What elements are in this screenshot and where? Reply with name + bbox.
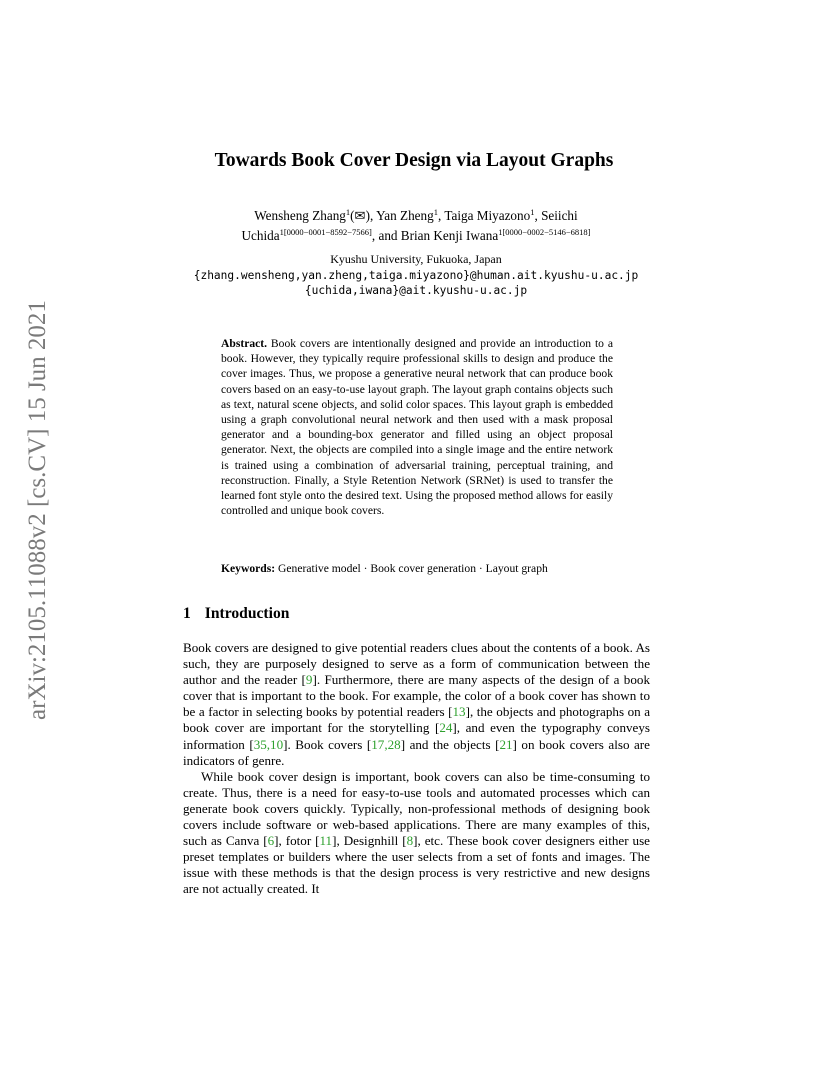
mail-icon: (✉): [350, 208, 370, 223]
paragraph: [183, 640, 650, 769]
text-run: ] on book covers also are indicators of genre.: [183, 736, 650, 768]
arxiv-identifier: arXiv:2105.11088v2 [cs.CV] 15 Jun 2021: [24, 300, 51, 720]
citation-link[interactable]: 21: [499, 736, 513, 752]
text-run: ], etc. These book cover designers either use preset templates or builders where the user selects from a set of fonts and images. The issue with these methods is that the design process is very restrictive and new designs are not actually created. It: [183, 833, 650, 897]
keywords-text: Generative model · Book cover generation · Layout graph: [275, 562, 548, 575]
text-run: ] and the objects [: [400, 736, 500, 752]
author-text: , Taiga Miyazono: [437, 208, 531, 223]
email-line[interactable]: {uchida,iwana}@ait.kyushu-u.ac.jp: [304, 284, 528, 297]
author-list: [200, 204, 632, 244]
author-text: , Yan Zheng: [369, 208, 434, 223]
citation-link[interactable]: 8: [406, 833, 414, 849]
abstract-text: Book covers are intentionally designed and provide an introduction to a book. However, they typically require professional skills to design and produce the cover images. Thus, we propose a generative neural network that can produce book covers based on an easy-to-use layout graph. The layout graph contains objects such as text, natural scene objects, and solid color spaces. This layout graph is embedded using a graph convolutional neural network and then used with a mask proposal generator and a bounding-box generator and filled using an object proposal generator. Next, the objects are compiled into a single image and the entire network is trained using a combination of adversarial training, perceptual training, and reconstruction. Finally, a Style Retention Network (SRNet) is used to transfer the learned font style onto the desired text. Using the proposed method allows for easily controlled and unique book covers.: [221, 337, 613, 518]
email-line[interactable]: {zhang.wensheng,yan.zheng,taiga.miyazono}@human.ait.kyushu-u.ac.jp: [193, 268, 639, 282]
author-text: Wensheng Zhang: [254, 208, 346, 223]
text-run: While book cover design is important, book covers can also be time-consuming to create. Thus, there is a need for easy-to-use tools and automated processes which can generate book covers quickly. Typically, non-professional methods of designing book covers include software or web-based applications. There are many examples of this, such as Canva [: [183, 768, 650, 849]
author-text: , Seiichi: [534, 208, 578, 223]
citation-link[interactable]: 24: [439, 720, 453, 736]
citation-link[interactable]: 13: [452, 704, 466, 720]
author-text: , and Brian Kenji Iwana: [371, 228, 499, 243]
citation-link[interactable]: 35,10: [253, 736, 284, 752]
author-text: Uchida: [241, 228, 280, 243]
keywords: [221, 561, 613, 576]
affil-marker: 1: [530, 207, 535, 217]
text-run: ], Designhill [: [332, 833, 407, 849]
affil-marker: 1: [433, 207, 438, 217]
section-number: 1: [183, 605, 191, 622]
orcid-marker: 1[0000−0001−8592−7566]: [279, 227, 372, 237]
citation-link[interactable]: 6: [267, 833, 275, 849]
text-run: ], and even the typography conveys information [: [183, 720, 650, 752]
abstract-label: Abstract.: [221, 337, 268, 350]
abstract: [221, 336, 613, 518]
text-run: ], fotor [: [274, 833, 320, 849]
paper-title: Towards Book Cover Design via Layout Graphs: [214, 150, 614, 171]
section-title: Introduction: [204, 605, 290, 622]
citation-link[interactable]: 9: [305, 672, 313, 688]
section-heading: [183, 605, 289, 623]
text-run: ], the objects and photographs on a book cover are important for the storytelling [: [183, 704, 651, 736]
text-run: ]. Book covers [: [283, 736, 372, 752]
orcid-marker: 1[0000−0002−5146−6818]: [498, 227, 591, 237]
text-run: Book covers are designed to give potential readers clues about the contents of a book. As such, they are purposely designed to serve as a form of communication between the author and the reader [: [183, 640, 650, 688]
introduction-body: [183, 640, 650, 898]
affil-marker: 1: [345, 207, 351, 217]
keywords-label: Keywords:: [221, 562, 276, 575]
citation-link[interactable]: 11: [319, 833, 333, 849]
text-run: ]. Furthermore, there are many aspects of the design of a book cover that is important to the book. For example, the color of a book cover has shown to be a factor in selecting books by potential readers [: [183, 672, 650, 720]
institution: Kyushu University, Fukuoka, Japan: [330, 252, 502, 266]
paragraph: [183, 769, 650, 898]
affiliation-block: [160, 252, 672, 299]
citation-link[interactable]: 17,28: [371, 736, 401, 752]
arxiv-sidebar-stamp: [18, 290, 58, 730]
